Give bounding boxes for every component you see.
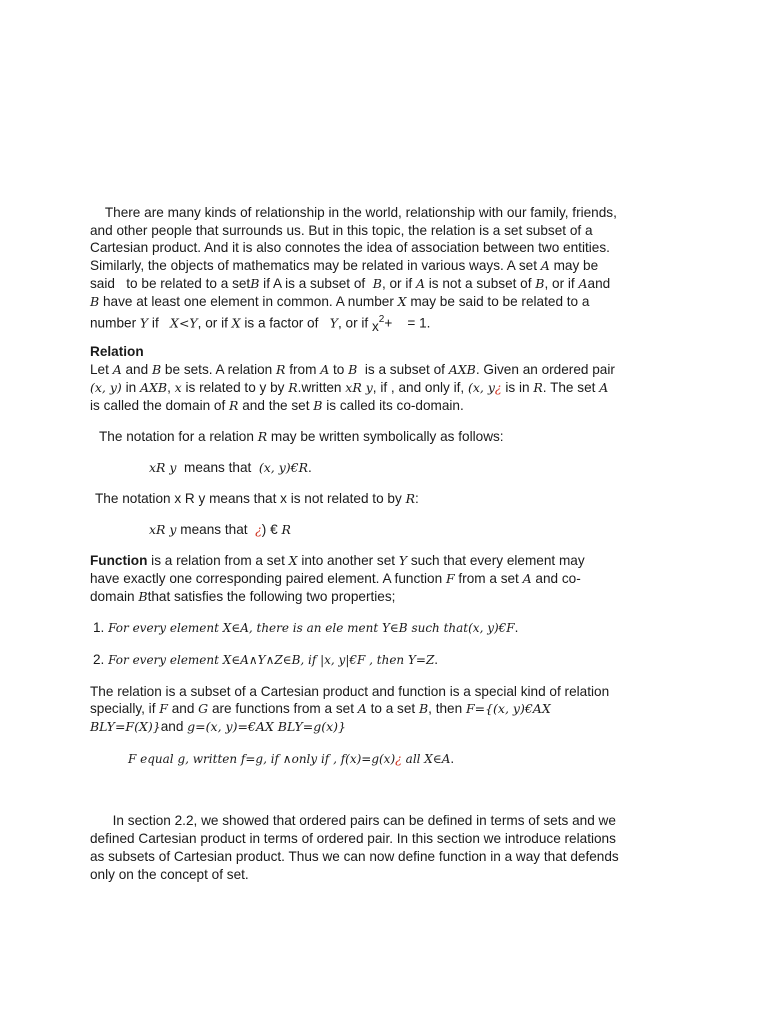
text: . Given an ordered pair [475, 362, 615, 377]
paragraph-line [90, 866, 249, 883]
text: and other people that surrounds us. But in this topic, the relation is a set subset of a [90, 223, 593, 238]
math-var: R [257, 429, 268, 444]
text: if A is a subset of [259, 276, 373, 291]
notation-line [95, 490, 419, 507]
text: said to be related to a set [90, 276, 251, 291]
text: : [414, 491, 419, 506]
heading-text: Relation [90, 344, 144, 359]
paragraph-line [90, 848, 619, 865]
math-var: X [397, 294, 407, 309]
text: and [121, 362, 152, 377]
text: defined Cartesian product in terms of ordered pair. In this section we introduce relations [90, 831, 616, 846]
text: that satisfies the following two properties; [147, 589, 396, 604]
text: be sets. A relation [161, 362, 277, 377]
relation-line [90, 379, 608, 396]
text: have at least one element in common. A number [99, 294, 398, 309]
intro-line [90, 293, 589, 310]
text: and the set [238, 398, 314, 413]
math-var: A [112, 362, 122, 377]
text: means that [176, 522, 256, 537]
text: may be said to be related to a [406, 294, 590, 309]
math-var: B [250, 276, 260, 291]
text: , or if [544, 276, 579, 291]
subset-line [90, 718, 346, 735]
math-var: B [418, 701, 429, 716]
intro-line [90, 222, 593, 239]
text: is a factor of [240, 315, 330, 331]
text: have exactly one corresponding paired element. A function [90, 571, 446, 586]
math-var: x [174, 380, 182, 395]
property-item [93, 651, 438, 669]
text: from [285, 362, 321, 377]
text: + = 1. [384, 315, 431, 331]
math-var: G [198, 701, 209, 716]
intro-line [90, 275, 610, 292]
text: is not a subset of [424, 276, 536, 291]
math-expr: all X∈A [401, 752, 451, 766]
formula-line [149, 521, 291, 538]
math-expr: BLY=F(X)} [90, 719, 161, 734]
math-var: Y [329, 315, 338, 331]
text: are functions from a set [208, 701, 358, 716]
text: and co- [531, 571, 581, 586]
notation-line [99, 428, 504, 445]
text: and [160, 719, 188, 734]
math-var: A [357, 701, 367, 716]
property-item [93, 619, 518, 637]
math-var: A [540, 258, 550, 273]
text: x [372, 318, 379, 334]
paragraph-line [90, 812, 616, 829]
math-var: X [231, 315, 241, 331]
text: to a set [366, 701, 419, 716]
math-var: Y [398, 553, 408, 568]
math-var: X [288, 553, 298, 568]
text: may be [549, 258, 599, 273]
math-var: R [288, 380, 298, 395]
text: . [514, 620, 519, 635]
math-var: R [281, 522, 291, 537]
text: Similarly, the objects of mathematics may be related in various ways. A set [90, 258, 541, 273]
subset-line [90, 683, 609, 700]
math-var: Y [139, 315, 149, 331]
math-var: A [578, 276, 588, 291]
text: , [167, 380, 175, 395]
math-expr: (x, y) [90, 380, 122, 395]
math-var: R [276, 362, 286, 377]
math-var: R [229, 398, 239, 413]
text: specially, if [90, 701, 160, 716]
math-expr: (x, y)€R [258, 460, 309, 475]
intro-line [90, 204, 617, 221]
math-expr: xR y [345, 380, 373, 395]
formula-line [128, 750, 454, 768]
subset-line [90, 700, 551, 717]
text: such that every element may [407, 553, 585, 568]
math-expr: xR y [149, 460, 177, 475]
math-var: F [445, 571, 455, 586]
glyph-error: ¿ [395, 751, 402, 766]
function-line [90, 588, 395, 605]
math-var: A [415, 276, 425, 291]
math-var: B [138, 589, 148, 604]
text: and [167, 701, 199, 716]
intro-line [90, 239, 610, 256]
function-line [90, 552, 585, 569]
math-expr: For every element X∈A, there is an ele ment Y∈B such that(x, y)€F [108, 621, 515, 635]
text: if [148, 315, 171, 331]
text: may be written symbolically as follows: [267, 429, 504, 444]
text: The notation for a relation [99, 429, 258, 444]
formula-line [149, 459, 312, 476]
text: Cartesian product. And it is also connotes the idea of association between two entities. [90, 240, 610, 255]
text: domain [90, 589, 139, 604]
math-var: F [159, 701, 168, 716]
text: , or if [381, 276, 416, 291]
math-var: AXB [139, 380, 168, 395]
math-var: B [151, 362, 162, 377]
text: to [329, 362, 349, 377]
text: , or if [338, 315, 372, 331]
math-var: A [522, 571, 532, 586]
text: , if , and only if, [372, 380, 468, 395]
math-var: R [405, 491, 415, 506]
superscript: 2 [378, 314, 385, 325]
text: from a set [454, 571, 523, 586]
text: is a relation from a set [147, 553, 289, 568]
glyph-error: ¿ [494, 380, 502, 395]
math-var: B [348, 362, 358, 377]
math-var: A [320, 362, 330, 377]
text: into another set [297, 553, 399, 568]
text: . [450, 751, 455, 766]
math-expr: F={(x, y)€AX [465, 701, 551, 716]
math-expr: (x, y [467, 380, 495, 395]
text: . The set [542, 380, 600, 395]
math-expr: For every element X∈A∧Y∧Z∈B, if |x, y|€F , then Y=Z [108, 653, 435, 667]
function-line [90, 570, 581, 587]
math-var: AXB [448, 362, 476, 377]
math-var: B [535, 276, 545, 291]
math-expr: g=(x, y)=€AX BLY=g(x)} [187, 719, 346, 734]
paragraph-line [90, 830, 616, 847]
list-number: 1. [93, 620, 109, 635]
text: only on the concept of set. [90, 867, 249, 882]
text: . [434, 652, 439, 667]
text: Let [90, 362, 113, 377]
text: In section 2.2, we showed that ordered pairs can be defined in terms of sets and we [90, 813, 616, 828]
text: in [121, 380, 140, 395]
intro-line [90, 311, 430, 332]
text: is related to y by [181, 380, 289, 395]
text: ) € [261, 522, 282, 537]
math-expr: xR y [149, 522, 177, 537]
bold-term: Function [90, 553, 148, 568]
section-heading [90, 343, 144, 360]
math-var: B [372, 276, 382, 291]
math-expr: X<Y [170, 315, 198, 331]
math-var: B [313, 398, 323, 413]
text: The notation x R y means that x is not related to by [95, 491, 406, 506]
text: as subsets of Cartesian product. Thus we can now define function in a way that defends [90, 849, 619, 864]
math-var: R [533, 380, 543, 395]
math-expr: F equal g, written f=g, if ∧only if , f(x)=g(x) [128, 752, 396, 766]
text: , or if [197, 315, 232, 331]
text: is a subset of [357, 362, 449, 377]
text: There are many kinds of relationship in the world, relationship with our family, friends, [90, 205, 617, 220]
text: is in [501, 380, 534, 395]
text: number [90, 315, 140, 331]
text: is called its co-domain. [322, 398, 464, 413]
text: is called the domain of [90, 398, 230, 413]
text: means that [176, 460, 259, 475]
list-number: 2. [93, 652, 109, 667]
text: The relation is a subset of a Cartesian product and function is a special kind of relation [90, 684, 610, 699]
relation-line [90, 361, 615, 378]
text: , then [428, 701, 466, 716]
math-var: A [599, 380, 609, 395]
text: .written [297, 380, 346, 395]
relation-line [90, 397, 464, 414]
glyph-error: ¿ [255, 522, 262, 537]
intro-line [90, 257, 598, 274]
text: and [587, 276, 611, 291]
math-var: B [90, 294, 100, 309]
text: . [308, 460, 312, 475]
